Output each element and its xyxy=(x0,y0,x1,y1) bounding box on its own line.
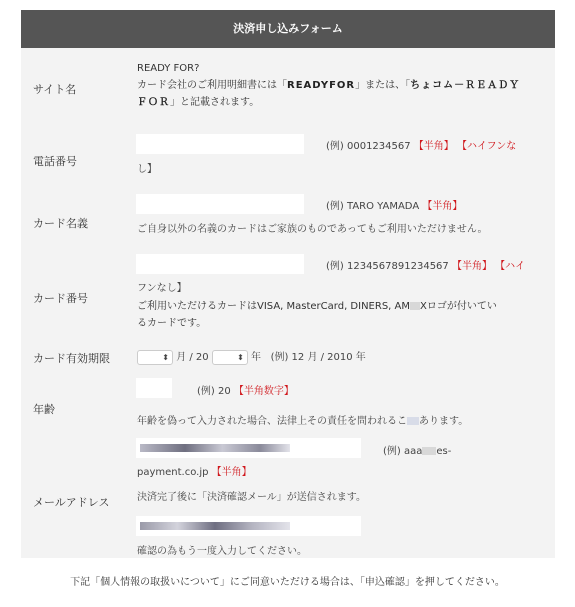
expiry-label: カード有効期限 xyxy=(33,352,110,365)
expiry-month-select[interactable]: ⬍ xyxy=(137,350,173,365)
payment-form xyxy=(21,10,555,558)
email-redacted xyxy=(140,444,290,452)
row-expiry xyxy=(21,342,555,372)
form-title: 決済申し込みフォーム xyxy=(21,10,555,48)
card-number-example-tail: フンなし】 xyxy=(137,283,187,294)
row-card-name xyxy=(21,188,555,252)
consent-footer: 下記「個人情報の取扱いについて」にご同意いただける場合は、「申込確認」を押してください。 xyxy=(70,577,505,588)
email-example-head: (例) aaa es- xyxy=(383,446,452,457)
redacted-block xyxy=(410,302,420,310)
email-label: メールアドレス xyxy=(33,496,110,509)
card-name-note: ご自身以外の名義のカードはご家族のものであってもご利用いただけません。 xyxy=(137,224,488,235)
row-email xyxy=(21,436,555,558)
card-name-example: (例) TARO YAMADA 【半角】 xyxy=(326,201,463,212)
age-example: (例) 20 【半角数字】 xyxy=(197,386,294,397)
site-billing-note: カード会社のご利用明細書には「READYFOR」または、「ちょコム－ＲＥＡＤＹ ＦＯＲ」と記載されます。 xyxy=(137,80,521,108)
phone-example: (例) 0001234567 【半角】 【ハイフンな xyxy=(326,141,517,152)
email-note: 決済完了後に「決済確認メール」が送信されます。 xyxy=(137,492,366,503)
email-confirm-input[interactable] xyxy=(136,516,361,536)
site-name-value xyxy=(137,60,547,111)
expiry-controls: ⬍ 月 / 20 ⬍ 年 (例) 12 月 / 2010 年 xyxy=(137,348,366,365)
expiry-year-select[interactable]: ⬍ xyxy=(212,350,248,365)
card-name-label: カード名義 xyxy=(33,217,88,230)
expiry-example: (例) 12 月 / 2010 年 xyxy=(270,352,366,363)
row-age xyxy=(21,374,555,436)
row-site-name xyxy=(21,54,555,124)
email-example-tail: payment.co.jp 【半角】 xyxy=(137,467,252,478)
card-number-note: ご利用いただけるカードはVISA, MasterCard, DINERS, AM Xロゴが付いてい るカードです。 xyxy=(137,301,497,329)
phone-label: 電話番号 xyxy=(33,155,77,168)
age-input[interactable] xyxy=(136,378,172,398)
email-confirm-redacted xyxy=(140,522,290,530)
row-card-number xyxy=(21,248,555,340)
site-name: READY FOR? xyxy=(137,63,200,74)
row-phone xyxy=(21,128,555,188)
phone-example-tail: し】 xyxy=(137,164,157,175)
card-name-input[interactable] xyxy=(136,194,304,214)
site-name-label: サイト名 xyxy=(33,83,77,96)
age-label: 年齢 xyxy=(33,403,55,416)
phone-input[interactable] xyxy=(136,134,304,154)
redacted-block xyxy=(422,447,436,455)
card-number-example: (例) 1234567891234567 【半角】 【ハイ xyxy=(326,261,526,272)
redacted-block xyxy=(407,417,419,425)
card-number-input[interactable] xyxy=(136,254,304,274)
email-confirm-note: 確認の為もう一度入力してください。 xyxy=(137,546,307,557)
email-input[interactable] xyxy=(136,438,361,458)
age-note: 年齢を偽って入力された場合、法律上その責任を問われるこ あります。 xyxy=(137,416,469,427)
card-number-label: カード番号 xyxy=(33,292,88,305)
